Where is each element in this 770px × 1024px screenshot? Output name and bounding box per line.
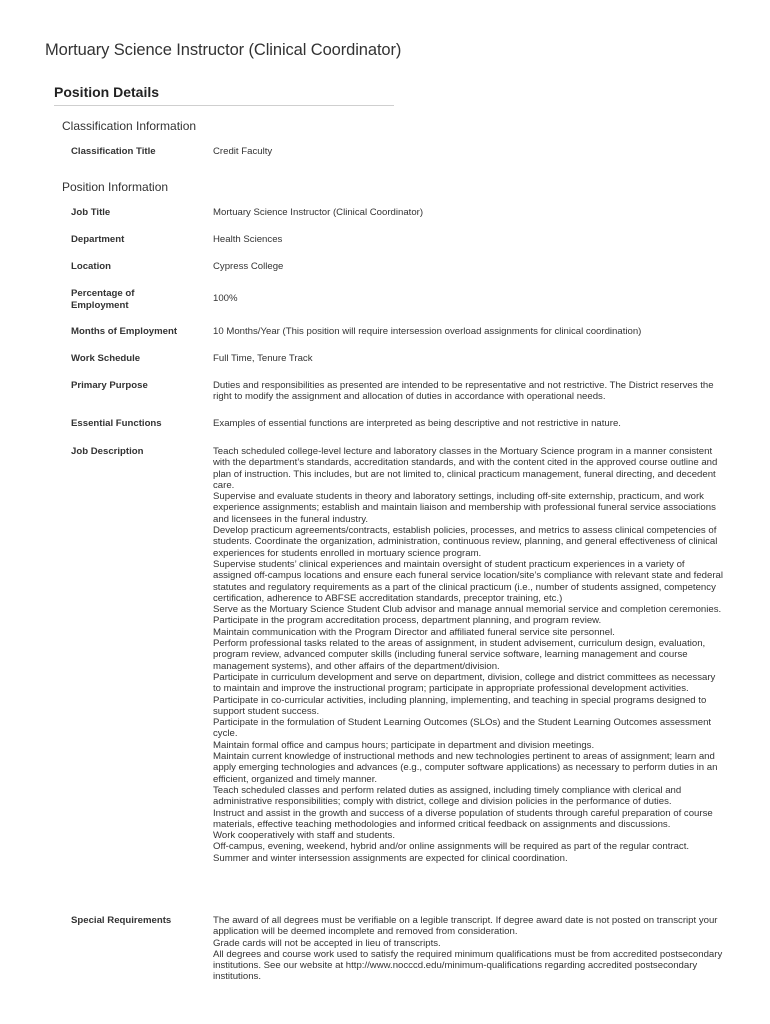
special-requirements-paragraph: All degrees and course work used to satisfy the required minimum qualifications must be from accredited postsecondary institutions. See our website at http://www.nocccd.edu/minimum-qualifications regarding accredited postsecondary institutions. <box>213 948 723 983</box>
field-label: Location <box>71 261 111 272</box>
field-value: Full Time, Tenure Track <box>213 353 313 364</box>
field-label: Job Title <box>71 207 111 218</box>
special-requirements-paragraph: Grade cards will not be accepted in lieu of transcripts. <box>213 937 441 949</box>
job-description-paragraph: Teach scheduled classes and perform related duties as assigned, including timely compliance with clerical and administrative responsibilities; comply with district, college and division policies in the performance of duties. <box>213 784 682 808</box>
job-description-paragraph: Maintain formal office and campus hours; participate in department and division meetings. <box>213 739 595 751</box>
field-label: Classification Title <box>71 146 156 157</box>
job-description-paragraph: Maintain current knowledge of instructional methods and new technologies pertinent to areas of assignment; learn and apply emerging technologies and advances (e.g., computer software applications) as necessary to perform duties in an efficient, organized and timely manner. <box>213 751 718 785</box>
job-description-paragraph: Participate in the program accreditation process, department planning, and program review. <box>213 615 602 627</box>
job-description-paragraph: Maintain communication with the Program Director and affiliated funeral service site personnel. <box>213 626 615 638</box>
job-description-paragraph: Off-campus, evening, weekend, hybrid and/or online assignments will be required as part of the regular contract. Summer and winter intersession assignments are expected for clinical coordination. <box>213 841 690 864</box>
field-value: Examples of essential functions are interpreted as being descriptive and not restrictive in nature. <box>213 418 621 429</box>
field-label: Percentage of Employment <box>71 288 135 311</box>
section-divider <box>54 105 394 106</box>
field-label: Special Requirements <box>71 915 172 926</box>
job-description-paragraph: Participate in curriculum development and serve on department, division, college and district committees as necessary to maintain and improve the instructional program; participate in appropriate professional development activities. <box>213 671 716 695</box>
field-label: Primary Purpose <box>71 380 148 391</box>
field-label: Job Description <box>71 446 144 457</box>
field-value <box>213 915 723 983</box>
field-label: Essential Functions <box>71 418 162 429</box>
job-description-paragraph: Supervise and evaluate students in theory and laboratory settings, including off-site externship, practicum, and work experience assignments; establish and maintain liaison and membership with professional funeral service associations and licensees in the funeral industry. <box>213 491 716 525</box>
section-title: Position Details <box>54 84 160 100</box>
job-description-paragraph: Participate in the formulation of Student Learning Outcomes (SLOs) and the Student Learning Outcomes assessment cycle. <box>213 717 712 740</box>
field-label: Work Schedule <box>71 353 141 364</box>
job-description-paragraph: Instruct and assist in the growth and success of a diverse population of students through careful preparation of course materials, effective teaching methodologies and informed critical feedback on assignments and discussions. <box>213 807 713 830</box>
field-value: Credit Faculty <box>213 146 273 157</box>
classification-heading: Classification Information <box>62 119 197 133</box>
field-label: Months of Employment <box>71 326 178 337</box>
field-value: 10 Months/Year (This position will require intersession overload assignments for clinical coordination) <box>213 326 642 337</box>
field-value: Duties and responsibilities as presented are intended to be representative and not restrictive. The District reserves the right to modify the assignment and allocation of duties in accordance with operational needs. <box>213 380 714 403</box>
field-value: Health Sciences <box>213 234 283 245</box>
position-heading: Position Information <box>62 180 169 194</box>
field-value: 100% <box>213 293 238 304</box>
job-description-paragraph: Perform professional tasks related to the areas of assignment, in student advisement, curriculum design, evaluation, program review, advanced computer skills (including funeral service software, learning management and course management systems), and other affairs of the department/division. <box>213 638 706 672</box>
field-label: Department <box>71 234 125 245</box>
job-description-paragraph: Teach scheduled college-level lecture and laboratory classes in the Mortuary Science program in a manner consistent with the department’s standards, accreditation standards, and with the content cited in the approved course outline and plan of instruction. This includes, but are not limited to, clinical practicum management, funeral directing, and decedent care. <box>213 446 718 491</box>
field-value <box>213 446 723 864</box>
job-description-paragraph: Participate in co-curricular activities, including planning, implementing, and teaching in special programs designed to support student success. <box>213 694 707 717</box>
job-description-paragraph: Work cooperatively with staff and students. <box>213 830 396 842</box>
job-description-paragraph: Develop practicum agreements/contracts, establish policies, processes, and metrics to assess clinical competencies of students. Coordinate the organization, administration, continuous review, planning, and general effectiveness of clinical experiences for students enrolled in mortuary science program. <box>213 525 718 559</box>
field-value: Cypress College <box>213 261 284 272</box>
job-description-paragraph: Serve as the Mortuary Science Student Club advisor and manage annual memorial service and completion ceremonies. <box>213 604 722 616</box>
job-description-paragraph: Supervise students’ clinical experiences and maintain oversight of student practicum experiences in a variety of assigned off-campus locations and ensure each funeral service location/site’s compliance with relevant state and federal statutes and regulatory requirements as a part of the clinical practicum (i.e., number of students assigned, competency certification, adherence to ABFSE accreditation standards, preceptor training, etc.) <box>213 558 724 604</box>
field-value: Mortuary Science Instructor (Clinical Coordinator) <box>213 207 424 218</box>
special-requirements-paragraph: The award of all degrees must be verifiable on a legible transcript. If degree award date is not posted on transcript your application will be deemed incomplete and removed from consideration. <box>213 915 718 938</box>
page-title: Mortuary Science Instructor (Clinical Coordinator) <box>45 41 402 59</box>
